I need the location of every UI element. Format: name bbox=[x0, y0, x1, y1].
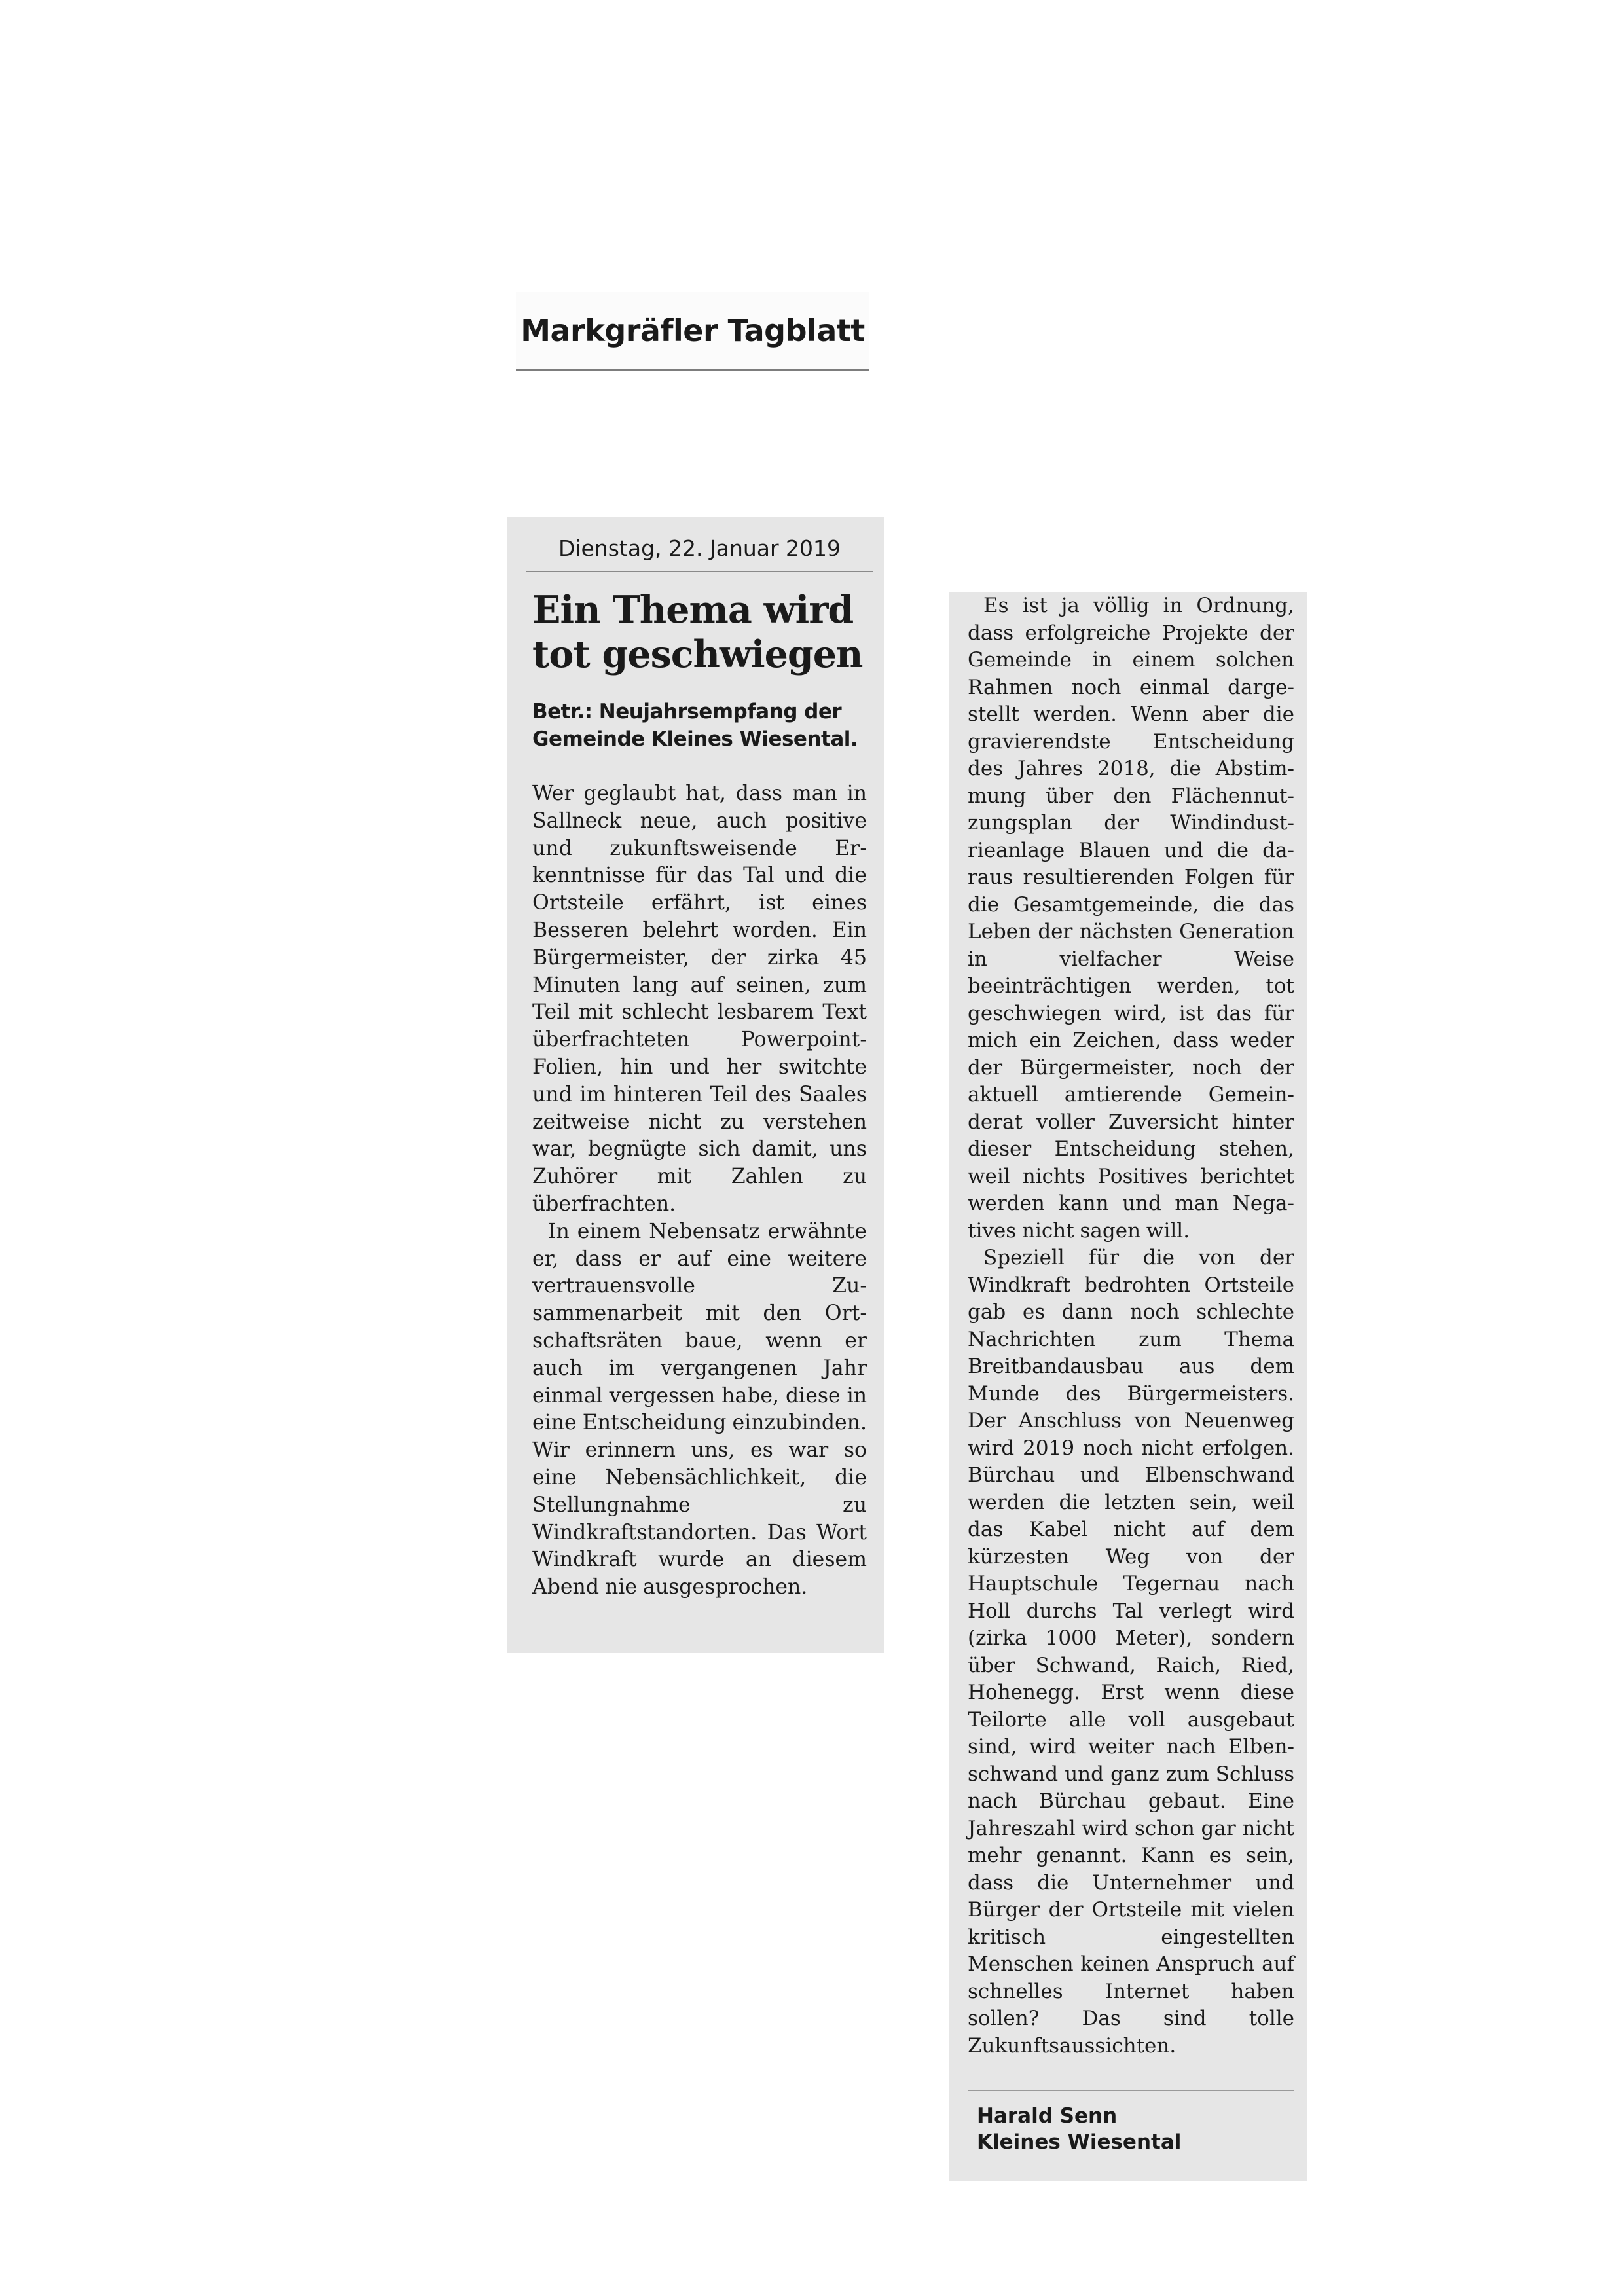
article-body-left bbox=[532, 780, 867, 1601]
article-body-right bbox=[968, 592, 1294, 2060]
article-clipping-right bbox=[949, 592, 1307, 2181]
article-paragraph: Es ist ja völlig in Ordnung, dass erfolgreiche Projekte der Gemeinde in einem solchen Rahmen noch einmal dargestellt werden. Wenn aber die gravierendste Entscheidung des Jahres 2018, die Abstimmung über den Flächennutzungsplan der Windindustrieanlage Blauen und die daraus resultierenden Folgen für die Gesamtgemeinde, die das Leben der nächsten Generation in vielfacher Weise beeinträchtigen werden, tot geschwiegen wird, ist das für mich ein Zeichen, dass weder der Bürgermeister, noch der aktuell amtierende Gemeinderat voller Zuversicht hinter dieser Entscheidung stehen, weil nichts Positives berichtet werden kann und man Negatives nicht sagen will. bbox=[968, 594, 1294, 1243]
author-signature bbox=[968, 2090, 1294, 2155]
article-paragraph: In einem Nebensatz erwähnte er, dass er auf eine weitere vertrauensvolle Zusammenarbeit mit den Ortschaftsräten baue, wenn er auch im vergangenen Jahr einmal vergessen habe, diese in eine Entscheidung einzubinden. Wir erinnern uns, es war so eine Nebensächlichkeit, die Stellungnahme zu Windkraftstandorten. Das Wort Windkraft wurde an diesem Abend nie ausgesprochen. bbox=[532, 1219, 867, 1599]
article-subject: Betr.: Neujahrsempfang der Gemeinde Kleines Wiesental. bbox=[532, 700, 858, 751]
article-headline: Ein Thema wird tot geschwiegen bbox=[532, 588, 863, 676]
newspaper-name: Markgräfler Tagblatt bbox=[520, 313, 865, 348]
newspaper-masthead bbox=[516, 292, 869, 371]
author-name: Harald Senn bbox=[977, 2104, 1118, 2128]
article-clipping-left bbox=[507, 517, 884, 1653]
author-location: Kleines Wiesental bbox=[977, 2130, 1182, 2154]
article-date: Dienstag, 22. Januar 2019 bbox=[526, 517, 873, 572]
article-paragraph: Speziell für die von der Windkraft bedrohten Ortsteile gab es dann noch schlechte Nachrichten zum Thema Breitbandausbau aus dem Munde des Bürgermeisters. Der Anschluss von Neuenweg wird 2019 noch nicht erfolgen. Bürchau und Elbenschwand werden die letzten sein, weil das Kabel nicht auf dem kürzesten Weg von der Hauptschule Tegernau nach Holl durchs Tal verlegt wird (zirka 1000 Meter), sondern über Schwand, Raich, Ried, Hohenegg. Erst wenn diese Teilorte alle voll ausgebaut sind, wird weiter nach Elbenschwand und ganz zum Schluss nach Bürchau gebaut. Eine Jahreszahl wird schon gar nicht mehr genannt. Kann es sein, dass die Unternehmer und Bürger der Ortsteile mit vielen kritisch eingestellten Menschen keinen Anspruch auf schnelles Internet haben sollen? Das sind tolle Zukunftsaussichten. bbox=[968, 1246, 1294, 2058]
article-paragraph: Wer geglaubt hat, dass man in Sallneck neue, auch positive und zukunftsweisende Erkenntnisse für das Tal und die Ortsteile erfährt, ist eines Besseren belehrt worden. Ein Bürgermeister, der zirka 45 Minuten lang auf seinen, zum Teil mit schlecht lesbarem Text überfrachteten Powerpoint-Folien, hin und her switchte und im hinteren Teil des Saales zeitweise nicht zu verstehen war, begnügte sich damit, uns Zuhörer mit Zahlen zu überfrachten. bbox=[532, 782, 867, 1216]
